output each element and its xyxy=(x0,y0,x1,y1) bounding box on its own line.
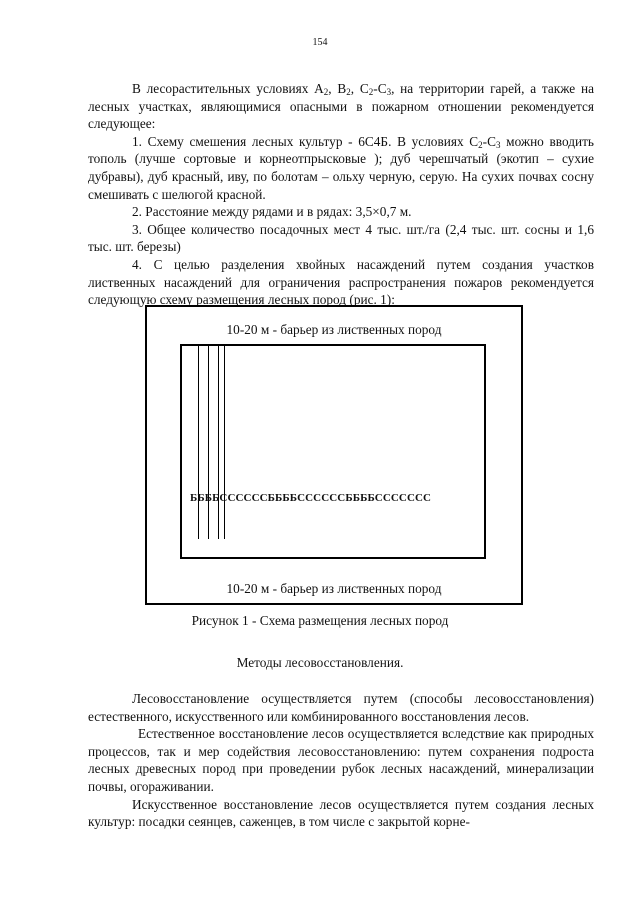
list-item-3: 3. Общее количество посадочных мест 4 тыс. шт./га (2,4 тыс. шт. сосны и 1,6 тыс. шт. березы) xyxy=(88,221,594,255)
intro-paragraph: В лесорастительных условиях $А_2$, $В_2$, $С_2-С_3$, на территории гарей, а также на лесных участках, являющимися опасными в пожарном отношении рекомендуется следующее: xyxy=(88,81,594,132)
section-paragraph-1: Лесовосстановление осуществляется путем (способы лесовосстановления) естественного, искусственного или комбинированного восстановления лесов. xyxy=(88,691,594,724)
species-row-pattern: ББББССССССББББССССССББББССССССС xyxy=(190,492,432,504)
section-text xyxy=(88,690,594,831)
inner-plot-box xyxy=(180,344,486,559)
list-item-2: 2. Расстояние между рядами и в рядах: 3,5×0,7 м. xyxy=(132,204,412,220)
list-item-4: 4. С целью разделения хвойных насаждений путем создания участков лиственных насаждений для ограничения распространения пожаров рекомендуется следующую схему размещения лесных пород (рис. 1): xyxy=(88,256,594,308)
barrier-top-label: 10-20 м - барьер из лиственных пород xyxy=(226,322,442,337)
intro-text xyxy=(88,80,594,309)
section-paragraph-2: Естественное восстановление лесов осуществляется вследствие как природных процессов, так и мер содействия лесовосстановлению: путем сохранения подроста лесных древесных пород при проведении рубок лесных насаждений, минерализации почвы, огораживании. xyxy=(88,726,594,794)
page-number: 154 xyxy=(312,37,328,48)
section-heading: Методы лесовосстановления. xyxy=(236,655,404,670)
section-paragraph-3: Искусственное восстановление лесов осуществляется путем создания лесных культур: посадки сеянцев, саженцев, в том числе с закрытой корне- xyxy=(88,796,594,830)
planting-row-line xyxy=(208,344,209,539)
planting-row-line xyxy=(224,344,225,539)
planting-row-line xyxy=(218,344,219,539)
figure-caption: Рисунок 1 - Схема размещения лесных пород xyxy=(191,613,449,628)
planting-row-line xyxy=(198,344,199,539)
planting-scheme-diagram xyxy=(145,305,523,605)
barrier-bottom-label: 10-20 м - барьер из лиственных пород xyxy=(226,581,442,596)
list-item-1: 1. Схему смешения лесных культур - 6С4Б. В условиях $С_2-С_3$ можно вводить тополь (лучше сортовые и корнеотпрысковые ); дуб черешчатый (экотип – сухие дубравы), дуб красный, иву, по болотам – ольху черную, серую. На сухих почвах сосну смешивать с шелюгой красной. xyxy=(88,133,594,202)
